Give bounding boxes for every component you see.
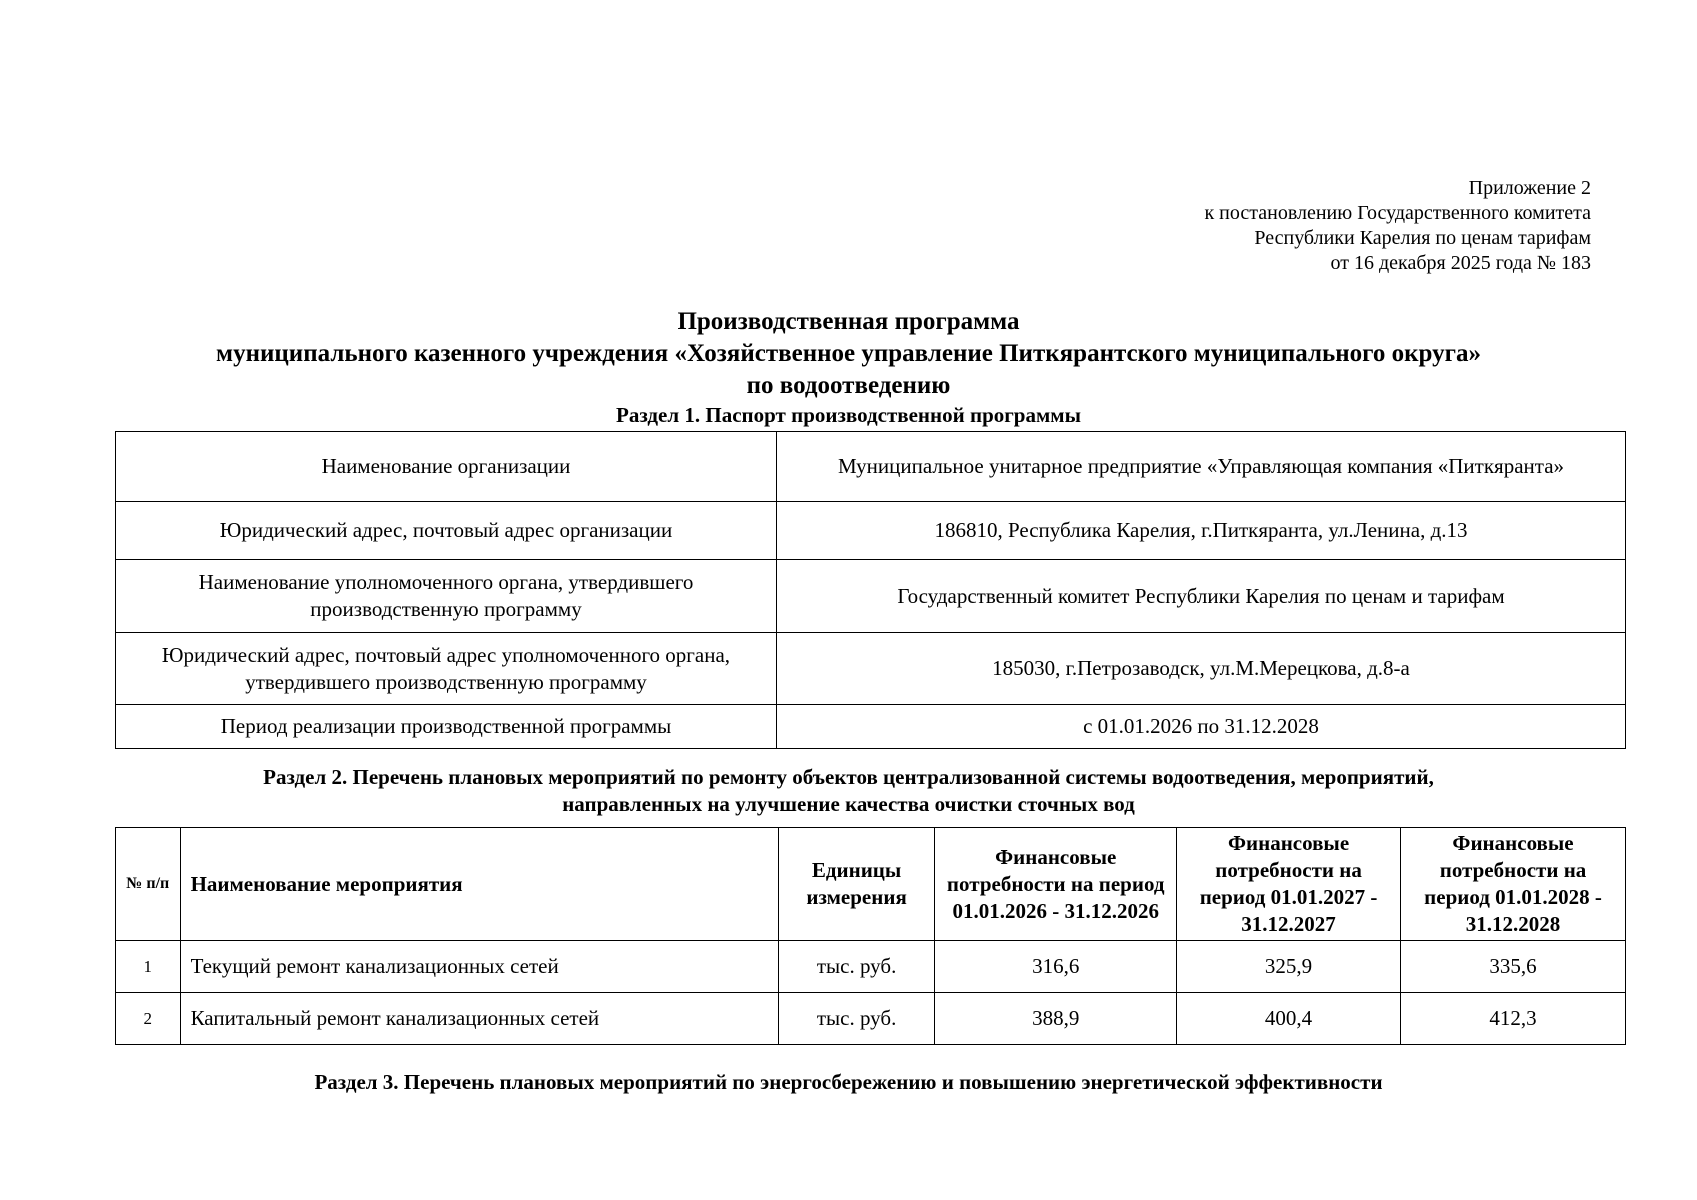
measures-table bbox=[115, 827, 1626, 1045]
passport-label: Юридический адрес, почтовый адрес уполномоченного органа, утвердившего производственную программу bbox=[116, 633, 777, 705]
section1-heading bbox=[0, 402, 1697, 429]
section2-heading bbox=[0, 764, 1697, 818]
section1-heading-text: Раздел 1. Паспорт производственной программы bbox=[616, 403, 1081, 427]
section3-heading-text: Раздел 3. Перечень плановых мероприятий по энергосбережению и повышению энергетической эффективности bbox=[314, 1070, 1383, 1094]
passport-value: 185030, г.Петрозаводск, ул.М.Мерецкова, д.8-а bbox=[777, 633, 1626, 705]
measure-fin-2028: 335,6 bbox=[1401, 941, 1626, 993]
passport-value: с 01.01.2026 по 31.12.2028 bbox=[777, 705, 1626, 749]
table-row bbox=[116, 993, 1626, 1045]
measure-fin-2027: 325,9 bbox=[1177, 941, 1401, 993]
row-number: 2 bbox=[116, 993, 181, 1045]
measure-fin-2027: 400,4 bbox=[1177, 993, 1401, 1045]
title-line: Производственная программа bbox=[677, 308, 1020, 335]
section3-heading bbox=[0, 1069, 1697, 1096]
appendix-block bbox=[1204, 176, 1591, 276]
document-title bbox=[0, 306, 1697, 402]
section2-heading-line: направленных на улучшение качества очистки сточных вод bbox=[562, 792, 1135, 816]
table-row bbox=[116, 941, 1626, 993]
appendix-line: Республики Карелия по ценам тарифам bbox=[1254, 227, 1591, 249]
appendix-line: от 16 декабря 2025 года № 183 bbox=[1330, 252, 1591, 274]
measure-name: Текущий ремонт канализационных сетей bbox=[180, 941, 778, 993]
passport-label: Период реализации производственной программы bbox=[116, 705, 777, 749]
measure-unit: тыс. руб. bbox=[778, 941, 934, 993]
appendix-line: к постановлению Государственного комитета bbox=[1204, 202, 1591, 224]
table-header-row bbox=[116, 828, 1626, 941]
table-row bbox=[116, 633, 1626, 705]
column-header-unit: Единицы измерения bbox=[778, 828, 934, 941]
column-header-no: № п/п bbox=[116, 828, 181, 941]
measure-unit: тыс. руб. bbox=[778, 993, 934, 1045]
table-row bbox=[116, 560, 1626, 633]
measure-fin-2026: 388,9 bbox=[935, 993, 1177, 1045]
table-row bbox=[116, 502, 1626, 560]
title-line: по водоотведению bbox=[746, 372, 951, 399]
passport-value: Государственный комитет Республики Карелия по ценам и тарифам bbox=[777, 560, 1626, 633]
section2-heading-line: Раздел 2. Перечень плановых мероприятий по ремонту объектов централизованной системы водоотведения, мероприятий, bbox=[263, 765, 1434, 789]
table-row bbox=[116, 432, 1626, 502]
row-number: 1 bbox=[116, 941, 181, 993]
passport-value: Муниципальное унитарное предприятие «Управляющая компания «Питкяранта» bbox=[777, 432, 1626, 502]
measure-name: Капитальный ремонт канализационных сетей bbox=[180, 993, 778, 1045]
passport-label: Наименование уполномоченного органа, утвердившего производственную программу bbox=[116, 560, 777, 633]
passport-label: Наименование организации bbox=[116, 432, 777, 502]
appendix-line: Приложение 2 bbox=[1468, 177, 1591, 199]
measure-fin-2026: 316,6 bbox=[935, 941, 1177, 993]
passport-label: Юридический адрес, почтовый адрес организации bbox=[116, 502, 777, 560]
passport-value: 186810, Республика Карелия, г.Питкяранта, ул.Ленина, д.13 bbox=[777, 502, 1626, 560]
passport-table bbox=[115, 431, 1626, 749]
title-line: муниципального казенного учреждения «Хозяйственное управление Питкярантского муниципального округа» bbox=[216, 340, 1481, 367]
measure-fin-2028: 412,3 bbox=[1401, 993, 1626, 1045]
column-header-fin-2027: Финансовые потребности на период 01.01.2027 - 31.12.2027 bbox=[1177, 828, 1401, 941]
column-header-name: Наименование мероприятия bbox=[180, 828, 778, 941]
column-header-fin-2026: Финансовые потребности на период 01.01.2026 - 31.12.2026 bbox=[935, 828, 1177, 941]
table-row bbox=[116, 705, 1626, 749]
column-header-fin-2028: Финансовые потребности на период 01.01.2028 - 31.12.2028 bbox=[1401, 828, 1626, 941]
